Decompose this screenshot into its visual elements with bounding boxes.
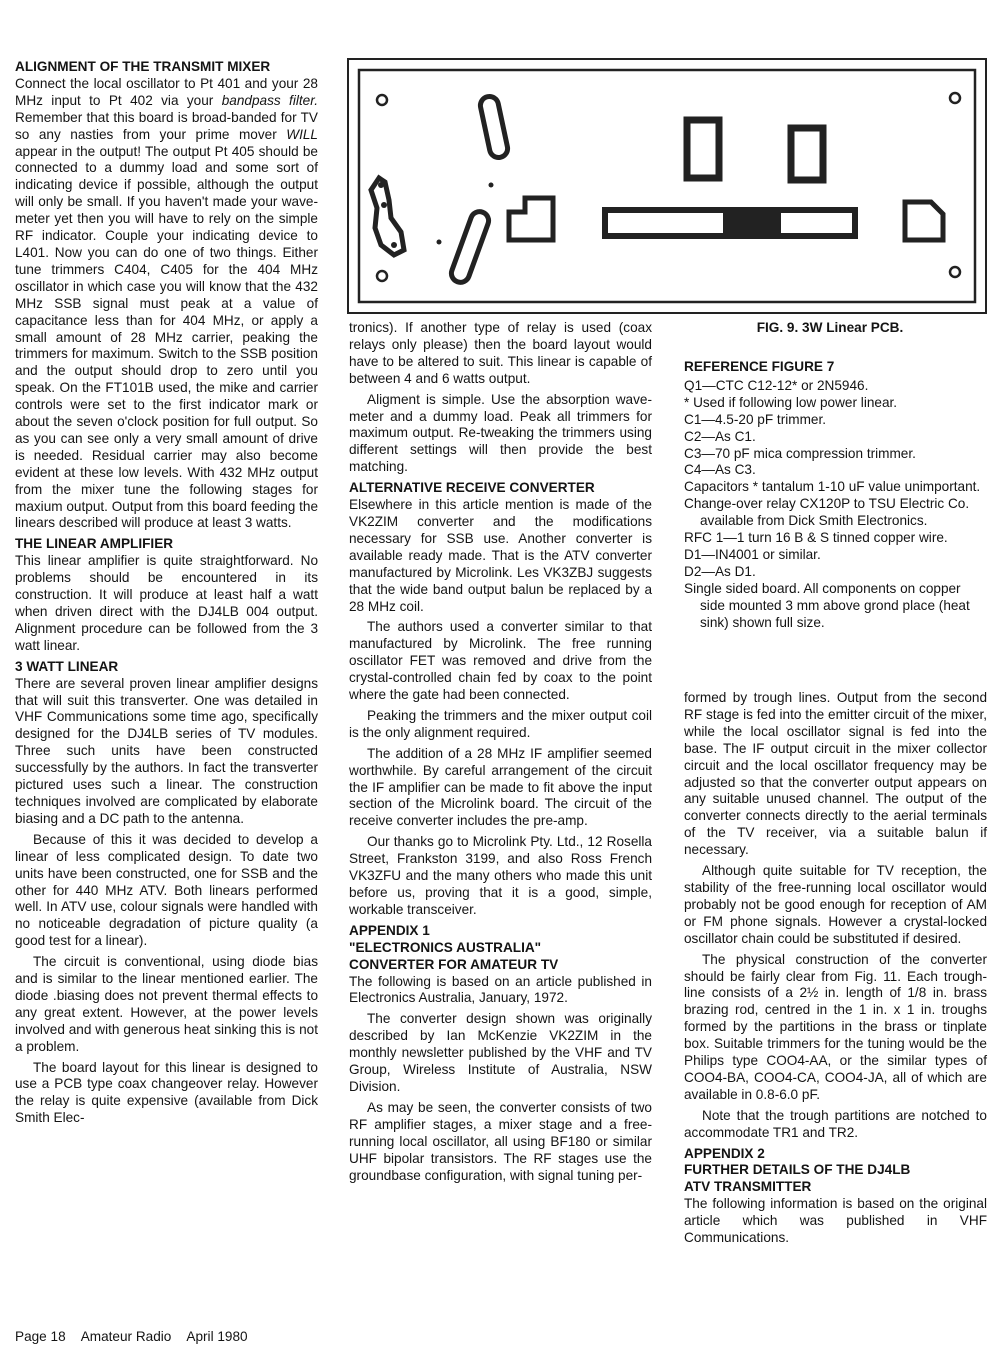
heading-appendix-1: APPENDIX 1 "ELECTRONICS AUSTRALIA" CONVERTER FOR AMATEUR TV [349,922,559,972]
heading-3-watt-linear: 3 WATT LINEAR [15,658,119,674]
pcb-figure [347,58,987,314]
heading-appendix-2: APPENDIX 2 FURTHER DETAILS OF THE DJ4LB ATV TRANSMITTER [684,1145,911,1195]
pad-track [371,178,404,255]
paragraph: Aligment is simple. Use the absorption wave-meter and a dummy load. Peak all trimmers for maximum output. Re-tweaking the trimmers using different settings will then provide the best matching. [349,391,652,475]
reference-figure-7 [684,359,987,632]
paragraph: formed by trough lines. Output from the second RF stage is fed into the emitter circuit of the mixer, while the local oscillator signal is fed into the base. The IF output circuit in the mixer collector circuit and the local oscillator frequency may be adjusted so that the converter output appears on any suitable unused channel. The output of the converter connects directly to the aerial terminals of the TV receiver, via a suitable balun if necessary. [684,690,987,858]
paragraph: The converter design shown was originally described by Ian McKenzie VK2ZIM in the monthly newsletter published by the VHF and TV Group, Wireless Institute of Australia, NSW Division. [349,1011,652,1094]
paragraph: Peaking the trimmers and the mixer output coil is the only alignment required. [349,707,652,740]
paragraph: The following information is based on the original article which was published in VHF Communications. [684,1196,987,1246]
reference-item: C3—70 pF mica compression trimmer. [684,445,916,461]
paragraph: The following is based on an article published in Electronics Australia, January, 1972. [349,973,652,1006]
figure-caption: FIG. 9. 3W Linear PCB. [756,320,904,335]
reference-heading: REFERENCE FIGURE 7 [684,359,835,374]
pad [509,198,553,240]
page-footer [15,1329,260,1344]
reference-item: Single sided board. All components on copper side mounted 3 mm above grond place (heat sink) shown full size. [684,580,970,630]
reference-item: C4—As C3. [684,462,756,478]
reference-item: RFC 1—1 turn 16 B & S tinned copper wire. [684,530,948,546]
pad [687,120,719,178]
reference-item: Capacitors * tantalum 1-10 uF value unimportant. [684,479,981,495]
paragraph: The authors used a converter similar to that manufactured by Microlink. The free running oscillator FET was removed and drive from the crystal-controlled chain fed by coax to the point where the gate had been connected. [349,619,652,703]
paragraph: The addition of a 28 MHz IF amplifier seemed worthwhile. By careful arrangement of the circuit the IF amplifier can be made to fit above the input section of the Microlink board. The circuit of the receive converter includes the pre-amp. [349,745,652,829]
column-2 [349,320,652,1188]
heading-alignment: ALIGNMENT OF THE TRANSMIT MIXER [15,59,271,74]
reference-item: * Used if following low power linear. [684,394,898,410]
mounting-hole [950,267,960,277]
pad-slot [479,95,509,159]
pad [905,202,943,240]
reference-item: C1—4.5-20 pF trimmer. [684,411,827,427]
paragraph: Note that the trough partitions are notched to accommodate TR1 and TR2. [684,1107,987,1140]
reference-item: Q1—CTC C12-12* or 2N5946. [684,377,869,393]
paragraph: As may be seen, the converter consists of two RF amplifier stages, a mixer stage and a free-running local oscillator, all using BF180 or similar UHF bipolar transistors. The RF stages use the groundbase configuration, with signal tuning per- [349,1099,652,1183]
paragraph: Connect the local oscillator to Pt 401 and your 28 MHz input to Pt 402 via your bandpass filter. Remember that this board is broad-banded for TV so any nasties from your prime mover WILL appear in the output! The output Pt 405 should be connected to a dummy load and some sort of indicating device if possible, although the output will only be small. If you haven't made your wave-meter yet then you will have to rely on the simple RF indicator. Couple your indicating device to L401. Now you can do one of two things. Either tune trimmers C404, C405 for the 404 MHz oscillator in which case you will know that the 432 MHz SSB signal must peak at a value of capacitance less than for 404 MHz, or apply a small amount of 28 MHz carrier, peaking the trimmers for maximum. Switch to the SSB position and the output should drop to zero until you speak. On the FT101B used, the mike and carrier controls were set to the first indicator mark or about the seven o'clock position for full output. So as you can see only a very small amount of drive is needed. Residual carrier may also become evident at these low levels. With 432 MHz output from the mixer tune the following stages for maxium output. Output from this board feeding the linears described will produce at least 3 watts. [15,75,319,531]
reference-item: Change-over relay CX120P to TSU Electric Co. available from Dick Smith Electronics. [684,496,970,529]
heading-alternative-receive-converter: ALTERNATIVE RECEIVE CONVERTER [349,480,595,496]
paragraph: tronics). If another type of relay is used (coax relays only please) then the board layout would have to be altered to suit. This linear is capable of between 4 and 6 watts output. [349,320,652,386]
mounting-hole [950,93,960,103]
paragraph: The physical construction of the converter should be fairly clear from Fig. 11. Each trough-line consists of a 2½ in. length of 1/8 in. brass brazing rod, centred in the 1 in. x 1 in. troughs formed by the partitions in the brass or tinplate box. Suitable trimmers for the tuning would be the Philips type COO4-AA, or the similar types of COO4-BA, COO4-CA, COO4-JA, all of which are available in 0.8-6.0 pF. [684,951,987,1102]
mounting-hole [377,95,387,105]
column-1 [15,57,318,1131]
paragraph: Although quite suitable for TV reception, the stability of the free-running local oscillator would probably not be good enough for reception of AM or FM phone signals. However a crystal-locked oscillator chain could be substituted if desired. [684,863,987,946]
column-3 [684,690,987,1251]
reference-item: C2—As C1. [684,428,756,444]
paragraph: The board layout for this linear is designed to use a PCB type coax changeover relay. However the relay is quite expensive (available from Dick Smith Elec- [15,1059,318,1126]
paragraph: Elsewhere in this article mention is made of the VK2ZIM converter and the modifications necessary for SSB use. Another converter is available ready made. That is the ATV converter manufactured by Microlink. Les VK3ZBJ suggests that the wide band output balun be replaced by a 28 MHz coil. [349,497,652,614]
pad-strip-solid [723,210,781,236]
heading-linear-amplifier: THE LINEAR AMPLIFIER [15,536,174,552]
paragraph: Our thanks go to Microlink Pty. Ltd., 12 Rosella Street, Frankston 3199, and also Ross French VK3ZFU and the many others who made this unit before us, proving that it is a good, simple, workable transceiver. [349,834,652,917]
pad [791,128,823,180]
paragraph: The circuit is conventional, using diode bias and is similar to the linear mentioned earlier. The diode .biasing does not prevent thermal effects to any great extent. However, at the power levels involved and with generous heat sinking this is not a problem. [15,954,318,1054]
mounting-hole [377,271,387,281]
magazine-name: Amateur Radio [80,1329,172,1344]
issue-date: April 1980 [186,1329,248,1344]
paragraph: Because of this it was decided to develop a linear of less complicated design. To date two units have been constructed, one for SSB and the other for 440 MHz ATV. Both linears performed well. In ATV use, colour signals were handled with no noticeable degradation of picture quality (a good test for a linear). [15,831,318,949]
page-number: Page 18 [15,1329,66,1344]
reference-item: D2—As D1. [684,563,756,579]
pad-slot [449,209,491,285]
pcb-layout-drawing [349,60,985,312]
reference-item: D1—IN4001 or similar. [684,546,821,562]
paragraph: This linear amplifier is quite straightforward. No problems should be encountered in its construction. It will produce at least half a watt when driven direct with the DJ4LB 004 output. Alignment procedure can be followed from the 3 watt linear. [15,553,318,653]
paragraph: There are several proven linear amplifier designs that will suit this transverter. One was detailed in VHF Communications some time ago, specifically designed for the DJ4LB series of TV modules. Three such units have been constructed successfully by the authors. In fact the transverter pictured uses such a linear. The construction techniques involved are complicated by elaborate biasing and a DC path to the antenna. [15,675,318,826]
